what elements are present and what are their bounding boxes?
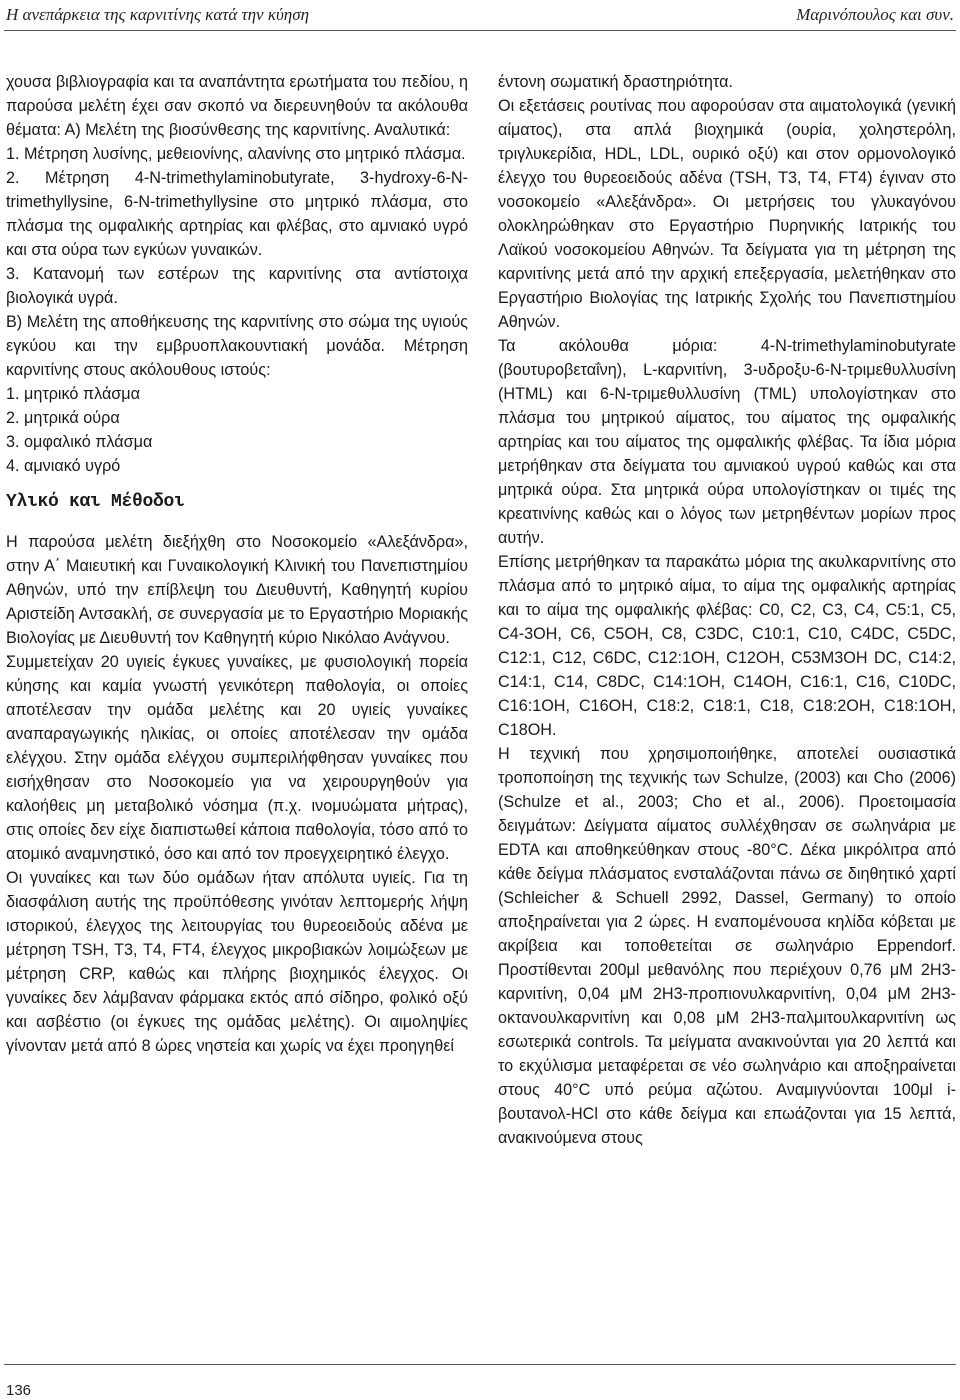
body-paragraph: Τα ακόλουθα μόρια: 4-N-trimethylaminobutyrate (βουτυροβεταΐνη), L-καρνιτίνη, 3-υδροξυ-6-N-τριμεθυλλυσίνη (HTML) και 6-N-τριμεθυλλυσίνη (TML) υπολογίστηκαν στο πλάσμα του μητρικού αίματος, του αίματος της ομφαλικής αρτηρίας και του αίματος της ομφαλικής φλέβας. Τα ίδια μόρια μετρήθηκαν στα δείγματα του αμνιακού υγρού καθώς και στα μητρικά ούρα. Στα μητρικά ούρα υπολογίστηκαν οι τιμές της κρεατινίνης καθώς και ο λόγος των μετρηθέντων μορίων προς αυτήν.	[498, 337, 956, 547]
running-title: Η ανεπάρκεια της καρνιτίνης κατά την κύηση	[6, 5, 310, 24]
body-paragraph: Β) Μελέτη της αποθήκευσης της καρνιτίνης στο σώμα της υγιούς εγκύου και την εμβρυοπλακουντιακή μονάδα. Μέτρηση καρνιτίνης στους ακόλουθους ιστούς:	[6, 313, 468, 379]
body-paragraph: Επίσης μετρήθηκαν τα παρακάτω μόρια της ακυλκαρνιτίνης στο πλάσμα από το μητρικό αίμα, το αίμα της ομφαλικής αρτηρίας και το αίμα της ομφαλικής φλέβας: C0, C2, C3, C4, C5:1, C5, C4-3OH, C6, C5OH, C8, C3DC, C10:1, C10, C4DC, C5DC, C12:1, C12, C6DC, C12:1OH, C12OH, C53M3OH DC, C14:2, C14:1, C14, C8DC, C14:1OH, C14OH, C16:1, C16, C10DC, C16:1OH, C16OH, C18:2, C18:1, C18, C18:2OH, C18:1OH, C18OH.	[498, 553, 956, 739]
footer-rule	[4, 1364, 956, 1365]
right-column	[498, 70, 956, 1150]
body-paragraph: Συμμετείχαν 20 υγιείς έγκυες γυναίκες, με φυσιολογική πορεία κύησης και καμία γνωστή γενικότερη παθολογία, οι οποίες αποτέλεσαν την ομάδα μελέτης και 20 υγιείς γυναίκες αναπαραγωγικής ηλικίας, οι οποίες αποτέλεσαν την ομάδα ελέγχου. Στην ομάδα ελέγχου συμπεριλήφθησαν γυναίκες που εισήχθησαν στο Νοσοκομείο για να χειρουργηθούν για καλοήθεις μη μεταβολικό νόσημα (π.χ. ινομυώματα μήτρας), στις οποίες δεν είχε διαπιστωθεί κάποια παθολογία, τόσο από το ατομικό αναμνηστικό, όσο και από τον προεγχειρητικό έλεγχο.	[6, 653, 468, 863]
section-heading: Υλικό και Μέθοδοι	[6, 492, 185, 512]
body-paragraph: Η παρούσα μελέτη διεξήχθη στο Νοσοκομείο «Αλεξάνδρα», στην Α΄ Μαιευτική και Γυναικολογική Κλινική του Πανεπιστημίου Αθηνών, υπό την επίβλεψη του Διευθυντή, Καθηγητή κυρίου Αριστείδη Αντσακλή, σε συνεργασία με το Εργαστήριο Μοριακής Βιολογίας με Διευθυντή τον Καθηγητή κύριο Νικόλαο Ανάγνου.	[6, 533, 468, 647]
running-header	[6, 2, 954, 28]
body-paragraph: 3. Κατανομή των εστέρων της καρνιτίνης στα αντίστοιχα βιολογικά υγρά.	[6, 265, 468, 307]
body-paragraph: Οι γυναίκες και των δύο ομάδων ήταν απόλυτα υγιείς. Για τη διασφάλιση αυτής της προϋπόθεσης γινόταν λεπτομερής λήψη ιστορικού, έλεγχος της λειτουργίας του θυρεοειδούς αδένα με μέτρηση TSH, T3, T4, FT4, έλεγχος μικροβιακών λοιμώξεων με μέτρηση CRP, καθώς και πλήρης βιοχημικός έλεγχος. Οι γυναίκες δεν λάμβαναν φάρμακα εκτός από σίδηρο, φολικό οξύ και ασβέστιο (οι έγκυες της ομάδας μελέτης). Οι αιμοληψίες γίνονταν μετά από 8 ώρες νηστεία και χωρίς να έχει προηγηθεί	[6, 869, 468, 1055]
body-paragraph: 1. μητρικό πλάσμα	[6, 385, 140, 403]
body-paragraph: 2. Μέτρηση 4-N-trimethylaminobutyrate, 3-hydroxy-6-N-trimethyllysine, 6-N-trimethyllysine στο μητρικό πλάσμα, στο πλάσμα της ομφαλικής αρτηρίας και φλέβας, στο αμνιακό υγρό και στα ούρα των εγκύων γυναικών.	[6, 169, 468, 259]
body-paragraph: 2. μητρικά ούρα	[6, 409, 120, 427]
running-authors: Μαρινόπουλος και συν.	[796, 5, 954, 24]
body-paragraph: 3. ομφαλικό πλάσμα	[6, 433, 153, 451]
body-paragraph: 1. Μέτρηση λυσίνης, μεθειονίνης, αλανίνης στο μητρικό πλάσμα.	[6, 145, 466, 163]
body-paragraph: έντονη σωματική δραστηριότητα.	[498, 73, 733, 91]
header-rule	[4, 30, 956, 31]
body-paragraph: χουσα βιβλιογραφία και τα αναπάντητα ερωτήματα του πεδίου, η παρούσα μελέτη έχει σαν σκοπό να διερευνηθούν τα ακόλουθα θέματα: Α) Μελέτη της βιοσύνθεσης της καρνιτίνης. Αναλυτικά:	[6, 73, 468, 139]
left-column	[6, 70, 468, 1058]
page-number: 136	[6, 1382, 32, 1399]
body-paragraph: 4. αμνιακό υγρό	[6, 457, 121, 475]
body-paragraph: Η τεχνική που χρησιμοποιήθηκε, αποτελεί ουσιαστικά τροποποίηση της τεχνικής των Schulze, (2003) και Cho (2006) (Schulze et al., 2003; Cho et al., 2006). Προετοιμασία δειγμάτων: Δείγματα αίματος συλλέχθησαν σε σωληνάρια με EDTA και αποθηκεύθηκαν στους -80°C. Δέκα μικρόλιτρα από κάθε δείγμα πλάσματος ενσταλάζονται πάνω σε διηθητικό χαρτί (Schleicher & Schuell 2992, Dassel, Germany) το οποίο αποξηραίνεται για 2 ώρες. Η εναπομένουσα κηλίδα κόβεται με ακρίβεια και τοποθετείται σε σωληνάριο Eppendorf. Προστίθενται 200μl μεθανόλης που περιέχουν 0,76 μM 2H3-καρνιτίνη, 0,04 μM 2H3-προπιονυλκαρνιτίνη, 0,04 μM 2H3-οκτανουλκαρνιτίνη και 0,08 μM 2H3-παλμιτουλκαρνιτίνη ως εσωτερικά controls. Τα μείγματα ανακινούνται για 20 λεπτά και το εκχύλισμα μεταφέρεται σε νέο σωληνάριο και αποξηραίνεται στους 40°C υπό ρεύμα αζώτου. Αναμιγνύονται 100μl i-βουτανολ-HCl στο κάθε δείγμα και επωάζονται για 15 λεπτά, ανακινούμενα στους	[498, 745, 956, 1147]
body-paragraph: Οι εξετάσεις ρουτίνας που αφορούσαν στα αιματολογικά (γενική αίματος), στα απλά βιοχημικά (ουρία, χοληστερόλη, τριγλυκερίδια, HDL, LDL, ουρικό οξύ) και στον ορμονολογικό έλεγχο του θυρεοειδούς αδένα (TSH, T3, T4, FT4) έγιναν στο νοσοκομείο «Αλεξάνδρα». Οι μετρήσεις του γλυκαγόνου ολοκληρώθηκαν στο Εργαστήριο Πυρηνικής Ιατρικής του Λαϊκού νοσοκομείου Αθηνών. Τα δείγματα για τη μέτρηση της καρνιτίνης μετά από την αρχική επεξεργασία, μελετήθηκαν στο Εργαστήριο Βιολογίας της Ιατρικής Σχολής του Πανεπιστημίου Αθηνών.	[498, 97, 956, 331]
